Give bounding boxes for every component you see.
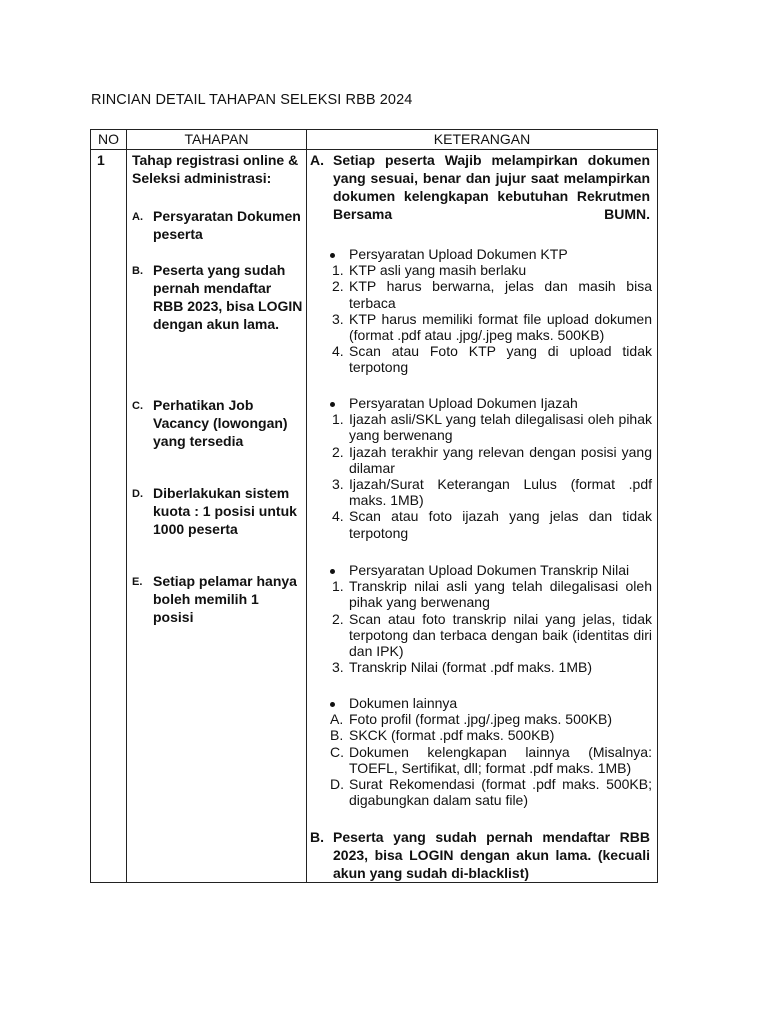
ijazah-group [307,395,652,541]
document-title: RINCIAN DETAIL TAHAPAN SELEKSI RBB 2024 [91,92,413,108]
item-text: Surat Rekomendasi (format .pdf maks. 500KB; digabungkan dalam satu file) [349,776,652,809]
tahapan-item [132,484,303,538]
list-item [307,444,652,476]
item-letter: B. [330,727,344,744]
item-text: Scan atau foto transkrip nilai yang jelas, tidak terpotong dan terbaca dengan baik (identitas diri dan IPK) [349,610,652,660]
list-item [307,343,652,375]
header-no: NO [98,131,119,147]
item-text: Scan atau Foto KTP yang di upload tidak terpotong [349,343,652,376]
item-text: Ijazah/Surat Keterangan Lulus (format .pdf maks. 1MB) [349,476,652,509]
item-letter: C. [330,743,344,760]
lainnya-group [307,695,652,808]
transkrip-group [307,562,652,675]
tahapan-item [132,572,303,626]
item-text: Transkrip Nilai (format .pdf maks. 1MB) [349,659,592,676]
item-text: KTP harus memiliki format file upload dokumen (format .pdf atau .jpg/.jpeg maks. 500KB) [349,310,652,344]
column-divider-no [126,130,127,882]
bullet-item [307,562,652,578]
list-item [307,476,652,508]
tahapan-title: Tahap registrasi online & Seleksi administrasi: [132,152,299,186]
item-letter: C. [132,400,143,412]
list-item [307,578,652,610]
row-number: 1 [97,152,105,168]
bullet-text: Persyaratan Upload Dokumen KTP [349,246,568,262]
tahapan-item [132,396,303,450]
bullet-icon [330,253,335,258]
item-text: Diberlakukan sistem kuota : 1 posisi untuk 1000 peserta [153,485,297,537]
bullet-item [307,395,652,411]
bullet-icon [330,402,335,407]
list-item [307,278,652,310]
selection-table [90,129,658,883]
tahapan-cell [132,150,307,625]
header-keterangan: KETERANGAN [433,131,531,147]
item-number: 2. [332,610,344,627]
item-text: SKCK (format .pdf maks. 500KB) [349,727,555,744]
list-item [307,776,652,808]
section-b [310,828,650,882]
bullet-text: Persyaratan Upload Dokumen Transkrip Nilai [349,562,630,578]
list-item [307,659,652,675]
item-text: Ijazah terakhir yang relevan dengan posisi yang dilamar [349,443,652,476]
bullet-icon [330,702,335,707]
item-text: Peserta yang sudah pernah mendaftar RBB 2023, bisa LOGIN dengan akun lama. [153,262,303,332]
bullet-icon [330,569,335,574]
list-item [307,411,652,443]
item-text: Ijazah asli/SKL yang telah dilegalisasi oleh pihak yang berwenang [349,411,652,444]
section-letter: B. [310,829,324,845]
item-letter: E. [132,576,143,588]
item-text: Scan atau foto ijazah yang jelas dan tidak terpotong [349,508,652,541]
list-item [307,508,652,540]
item-number: 2. [332,443,344,460]
list-item [307,262,652,278]
item-text: KTP asli yang masih berlaku [349,262,527,279]
item-letter: A. [132,211,143,223]
item-letter: D. [330,776,344,793]
item-number: 3. [332,476,344,493]
item-text: Transkrip nilai asli yang telah dilegalisasi oleh pihak yang berwenang [349,578,652,611]
item-text: Dokumen kelengkapan lainnya (Misalnya: TOEFL, Sertifikat, dll; format .pdf maks. 1MB) [349,743,652,776]
item-letter: A. [330,711,344,728]
item-number: 4. [332,343,344,360]
tahapan-item [132,261,303,333]
item-text: Setiap pelamar hanya boleh memilih 1 posisi [153,573,297,625]
ktp-group [307,246,652,376]
item-text: Foto profil (format .jpg/.jpeg maks. 500KB) [349,711,612,728]
section-a [310,151,650,223]
item-letter: B. [132,265,143,277]
item-letter: D. [132,488,143,500]
list-item [307,744,652,776]
item-number: 1. [332,262,344,279]
item-text: Persyaratan Dokumen peserta [153,208,301,242]
section-text: Setiap peserta Wajib melampirkan dokumen yang sesuai, benar dan jujur saat melampirkan dokumen kelengkapan kebutuhan Rekrutmen Bersama BUMN. [333,152,650,222]
bullet-text: Persyaratan Upload Dokumen Ijazah [349,395,578,411]
tahapan-item [132,207,303,243]
item-number: 1. [332,411,344,428]
bullet-item [307,246,652,262]
bullet-text: Dokumen lainnya [349,695,458,711]
list-item [307,711,652,727]
item-number: 3. [332,659,344,676]
item-number: 4. [332,508,344,525]
item-number: 1. [332,578,344,595]
list-item [307,727,652,743]
list-item [307,311,652,343]
item-number: 2. [332,278,344,295]
list-item [307,611,652,660]
section-text: Peserta yang sudah pernah mendaftar RBB 2023, bisa LOGIN dengan akun lama. (kecuali akun yang sudah di-blacklist) [333,829,650,881]
item-text: Perhatikan Job Vacancy (lowongan) yang tersedia [153,397,288,449]
header-tahapan: TAHAPAN [184,131,249,147]
item-text: KTP harus berwarna, jelas dan masih bisa terbaca [349,278,652,311]
item-number: 3. [332,310,344,327]
bullet-item [307,695,652,711]
section-letter: A. [310,152,324,168]
